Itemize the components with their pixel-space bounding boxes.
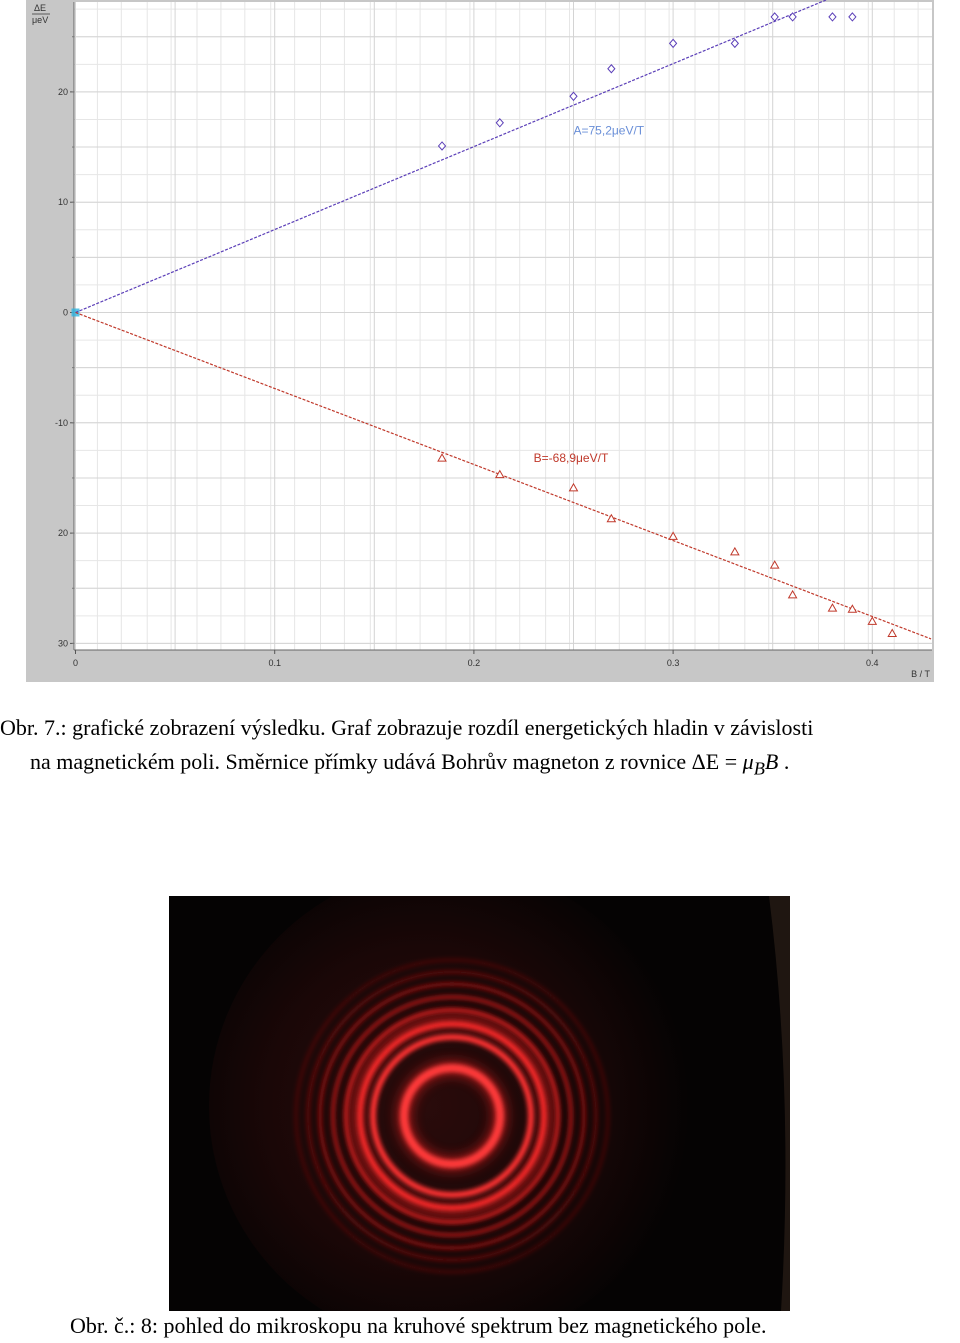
x-tick-label: 0 [72, 658, 79, 668]
figure-7-caption [0, 711, 960, 785]
fit-label-2: B=-68,9μeV/T [533, 451, 609, 466]
x-tick-label: 0.1 [268, 658, 281, 668]
chart-frame [26, 0, 934, 682]
y-tick-label: 20 [57, 86, 68, 97]
x-tick-label: 0.4 [866, 658, 879, 668]
plot-area [74, 2, 932, 650]
y-tick-label: 0 [62, 307, 68, 318]
caption-7-line1: grafické zobrazení výsledku. Graf zobrazuje rozdíl energetických hladin v závislosti [66, 715, 814, 740]
equation-sub: B [753, 758, 765, 779]
y-tick-label: 30 [57, 638, 68, 649]
zeeman-chart [26, 0, 934, 682]
microscope-rings-photo [169, 896, 790, 1311]
x-tick-label: 0.2 [467, 658, 481, 668]
caption-7-prefix: Obr. 7.: [0, 715, 67, 740]
caption-7-line2: na magnetickém poli. Směrnice přímky udává Bohrův magneton z rovnice [30, 749, 692, 774]
y-axis-label-bottom: μeV [32, 15, 49, 25]
y-tick-label: 10 [57, 197, 68, 208]
x-axis-label: B / T [911, 669, 930, 679]
fit-label-1: A=75,2μeV/T [573, 123, 645, 138]
y-axis-label-top: ΔE [34, 3, 47, 13]
x-tick-label: 0.3 [666, 658, 680, 668]
y-tick-label: 20 [57, 528, 68, 539]
ring-spectrum-image [169, 896, 790, 1311]
equation-lhs: ΔE = [691, 749, 743, 774]
figure-8-caption: Obr. č.: 8: pohled do mikroskopu na kruhové spektrum bez magnetického pole. [70, 1313, 767, 1338]
equation-end: . [783, 749, 790, 774]
y-tick-label: -10 [54, 417, 68, 428]
equation-mu: μ [742, 749, 754, 774]
equation-rhs: B [764, 749, 779, 774]
